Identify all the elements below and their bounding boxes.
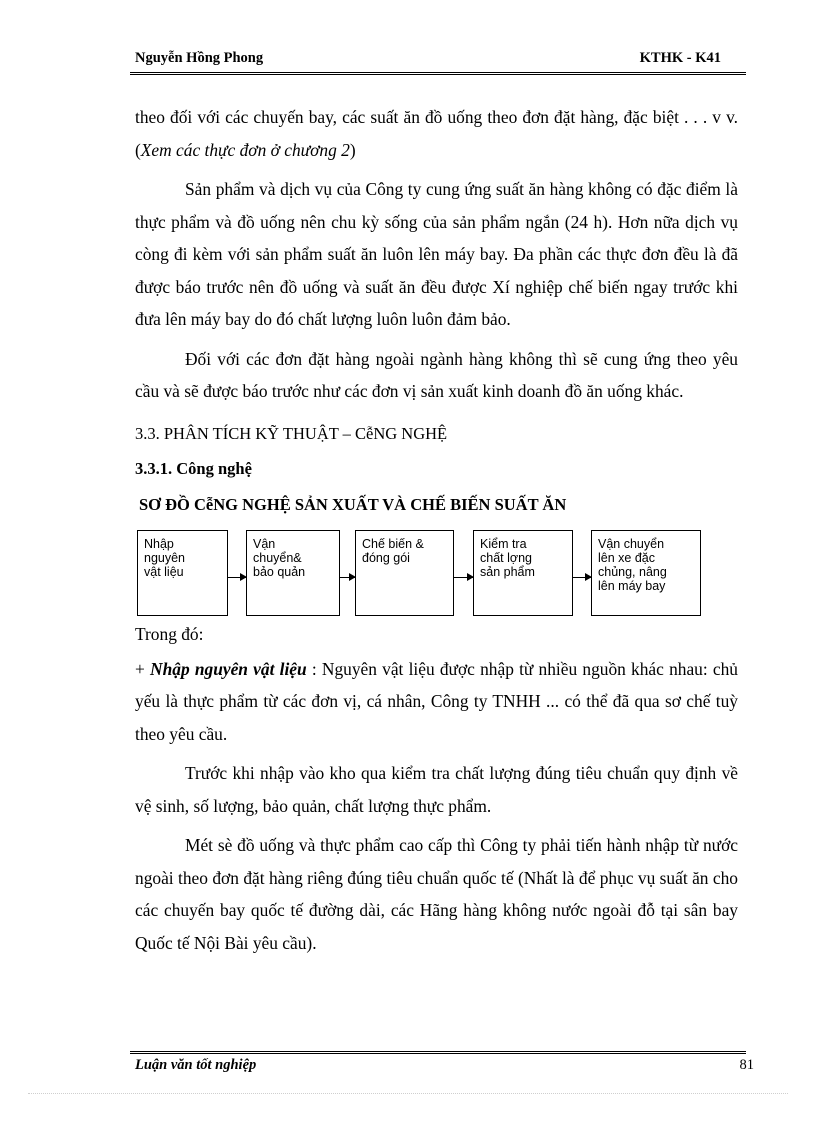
step-5-line-2: lên xe đặc bbox=[598, 550, 655, 565]
page-header bbox=[135, 46, 721, 72]
header-author: Nguyễn Hồng Phong bbox=[135, 50, 264, 66]
step-4-line-1: Kiểm tra bbox=[480, 536, 527, 551]
step-2-line-2: chuyển& bbox=[253, 550, 302, 565]
paragraph-4-text: : Nguyên vật liệu được nhập từ nhiều nguồn khác nhau: chủ yếu là thực phẩm từ các đơn vị, cá nhân, Công ty TNHH ... có thể đã qua sơ chế tuỳ theo yêu cầu. bbox=[135, 658, 739, 744]
step-box-4 bbox=[473, 530, 573, 616]
step-box-3 bbox=[355, 530, 454, 616]
page-footer bbox=[135, 1057, 754, 1077]
step-4-line-3: sản phẩm bbox=[480, 564, 535, 579]
step-4-line-2: chất lợng bbox=[480, 550, 532, 565]
paragraph-1-close: ) bbox=[349, 139, 356, 160]
paragraph-1-text: theo đối với các chuyến bay, các suất ăn đồ uống theo đơn đặt hàng, đặc biệt . . . v v. ( bbox=[135, 107, 738, 160]
term-nhap-nguyen-vat-lieu: Nhập nguyên vật liệu bbox=[150, 658, 307, 679]
arrow-3 bbox=[454, 577, 473, 578]
step-5-line-4: lên máy bay bbox=[598, 578, 666, 593]
header-rule bbox=[130, 72, 746, 75]
step-5-line-3: chủng, nâng bbox=[598, 564, 667, 579]
step-box-2 bbox=[246, 530, 340, 616]
step-3-line-2: đóng gói bbox=[362, 550, 410, 565]
subsection-heading: 3.3.1. Công nghệ bbox=[135, 458, 252, 478]
footer-title: Luận văn tốt nghiệp bbox=[135, 1057, 257, 1073]
step-1-line-2: nguyên bbox=[144, 550, 186, 565]
header-class: KTHK - K41 bbox=[639, 50, 721, 66]
step-3-line-1: Chế biến & bbox=[362, 536, 424, 551]
step-2-line-3: bảo quản bbox=[253, 564, 306, 579]
trong-do-label: Trong đó: bbox=[135, 623, 204, 644]
page-content bbox=[135, 101, 738, 959]
step-box-1 bbox=[137, 530, 228, 616]
paragraph-3: Đối với các đơn đặt hàng ngoài ngành hàng không thì sẽ cung ứng theo yêu cầu và sẽ được báo trước như các đơn vị sản xuất kinh doanh đồ ăn uống khác. bbox=[135, 348, 738, 401]
paragraph-6: Mét sè đồ uống và thực phẩm cao cấp thì Công ty phải tiến hành nhập từ nước ngoài theo đơn đặt hàng riêng đúng tiêu chuẩn quốc tế (Nhất là để phục vụ suất ăn cho các chuyến bay quốc tế đường dài, các Hãng hàng không nước ngoài đỗ tại sân bay Quốc tế Nội Bài yêu cầu). bbox=[135, 835, 738, 953]
paragraph-4 bbox=[135, 653, 738, 751]
step-1-line-1: Nhập bbox=[144, 536, 174, 551]
bullet-plus: + bbox=[135, 658, 151, 679]
chapter-reference: Xem các thực đơn ở chương 2 bbox=[140, 139, 350, 160]
diagram-title: SƠ ĐỒ CễNG NGHỆ SẢN XUẤT VÀ CHẾ BIẾN SUẤT ĂN bbox=[139, 494, 567, 514]
paragraph-1 bbox=[135, 101, 738, 166]
step-2-line-1: Vận bbox=[253, 536, 276, 551]
step-5-line-1: Vận chuyển bbox=[598, 536, 665, 551]
paragraph-2: Sản phẩm và dịch vụ của Công ty cung ứng suất ăn hàng không có đặc điểm là thực phẩm và đồ uống nên chu kỳ sống của sản phẩm ngắn (24 h). Hơn nữa dịch vụ còng đi kèm với sản phẩm suất ăn luôn lên máy bay. Đa phần các thực đơn đều là đã được báo trước nên đồ uống và suất ăn đều được Xí nghiệp chế biến ngay trước khi đưa lên máy bay do đó chất lượng luôn luôn đảm bảo. bbox=[135, 179, 738, 329]
section-heading: 3.3. PHÂN TÍCH KỸ THUẬT – CễNG NGHỆ bbox=[135, 423, 448, 443]
page-number: 81 bbox=[739, 1057, 754, 1073]
arrow-2 bbox=[340, 577, 355, 578]
step-1-line-3: vật liệu bbox=[144, 564, 184, 579]
process-diagram bbox=[135, 530, 738, 630]
arrow-4 bbox=[573, 577, 591, 578]
step-box-5 bbox=[591, 530, 701, 616]
footer-rule bbox=[130, 1051, 746, 1054]
arrow-1 bbox=[228, 577, 246, 578]
paragraph-5: Trước khi nhập vào kho qua kiểm tra chất lượng đúng tiêu chuẩn quy định về vệ sinh, số lượng, bảo quản, chất lượng thực phẩm. bbox=[135, 763, 738, 816]
page-edge-dotted-line bbox=[28, 1093, 788, 1094]
